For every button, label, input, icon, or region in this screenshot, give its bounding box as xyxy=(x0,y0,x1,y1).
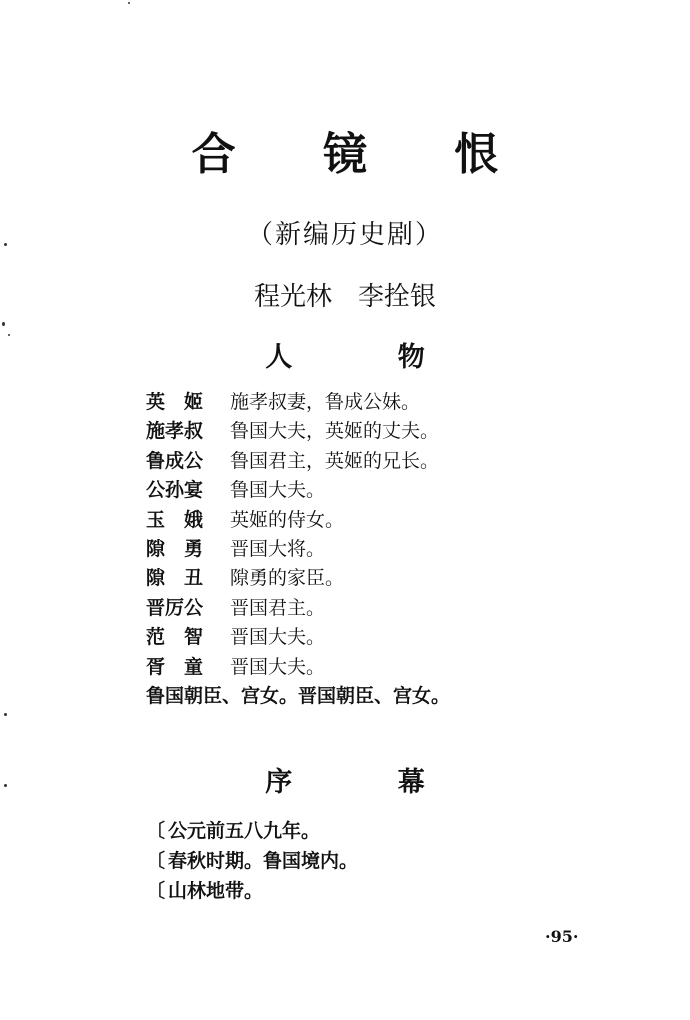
character-description: 英姬的侍女。 xyxy=(230,508,345,531)
scan-speck xyxy=(4,713,7,716)
bracket-mark: 〔 xyxy=(146,880,166,902)
scan-speck xyxy=(4,784,7,787)
character-name: 隙 丑 xyxy=(146,567,204,590)
character-name: 英 姬 xyxy=(146,391,204,413)
stage-direction-text: 公元前五八九年。 xyxy=(168,820,321,842)
stage-direction-row xyxy=(146,846,358,876)
scan-speck xyxy=(8,334,10,336)
characters-heading: 人 物 xyxy=(265,342,473,373)
character-description: 鲁国大夫，英姬的丈夫。 xyxy=(230,420,440,443)
character-row xyxy=(146,535,646,564)
character-description: 晋国大夫。 xyxy=(230,626,326,649)
character-name: 施孝叔 xyxy=(146,420,204,443)
play-subtitle: （新编历史剧） xyxy=(246,220,443,250)
extras-line: 鲁国朝臣、宫女。晋国朝臣、宫女。 xyxy=(146,684,451,707)
stage-directions xyxy=(146,816,358,906)
character-description: 鲁国君主，英姬的兄长。 xyxy=(230,449,440,472)
character-description: 晋国大将。 xyxy=(230,537,326,560)
character-row xyxy=(146,506,646,535)
scan-speck xyxy=(128,2,130,4)
character-row xyxy=(146,564,646,593)
character-row xyxy=(146,653,646,682)
character-row xyxy=(146,594,646,623)
character-name: 胥 童 xyxy=(146,655,204,678)
prologue-heading: 序 幕 xyxy=(265,767,473,798)
character-row xyxy=(146,447,646,476)
character-description: 鲁国大夫。 xyxy=(230,479,326,502)
character-name: 玉 娥 xyxy=(146,508,204,531)
page-number: ·95· xyxy=(545,927,579,946)
stage-direction-row xyxy=(146,876,358,906)
stage-direction-text: 山林地带。 xyxy=(168,880,264,902)
bracket-mark: 〔 xyxy=(146,850,166,872)
character-row xyxy=(146,623,646,652)
stage-direction-text: 春秋时期。鲁国境内。 xyxy=(168,850,359,872)
character-row xyxy=(146,476,646,505)
character-row xyxy=(146,417,646,446)
stage-direction-row xyxy=(146,816,358,846)
bracket-mark: 〔 xyxy=(146,820,166,842)
scan-speck xyxy=(2,322,5,326)
character-description: 晋国大夫。 xyxy=(230,655,326,678)
character-description: 施孝叔妻，鲁成公妹。 xyxy=(230,391,421,413)
play-title: 合 镜 恨 xyxy=(191,129,535,180)
scan-speck xyxy=(4,243,7,246)
character-description: 隙勇的家臣。 xyxy=(230,567,345,590)
character-name: 隙 勇 xyxy=(146,537,204,560)
character-name: 公孙宴 xyxy=(146,479,204,502)
character-name: 鲁成公 xyxy=(146,449,204,472)
character-row xyxy=(146,388,646,417)
character-description: 晋国君主。 xyxy=(230,596,326,619)
play-authors: 程光林 李拴银 xyxy=(253,282,436,312)
character-name: 晋厉公 xyxy=(146,596,204,619)
character-list xyxy=(146,388,646,711)
character-name: 范 智 xyxy=(146,626,204,649)
